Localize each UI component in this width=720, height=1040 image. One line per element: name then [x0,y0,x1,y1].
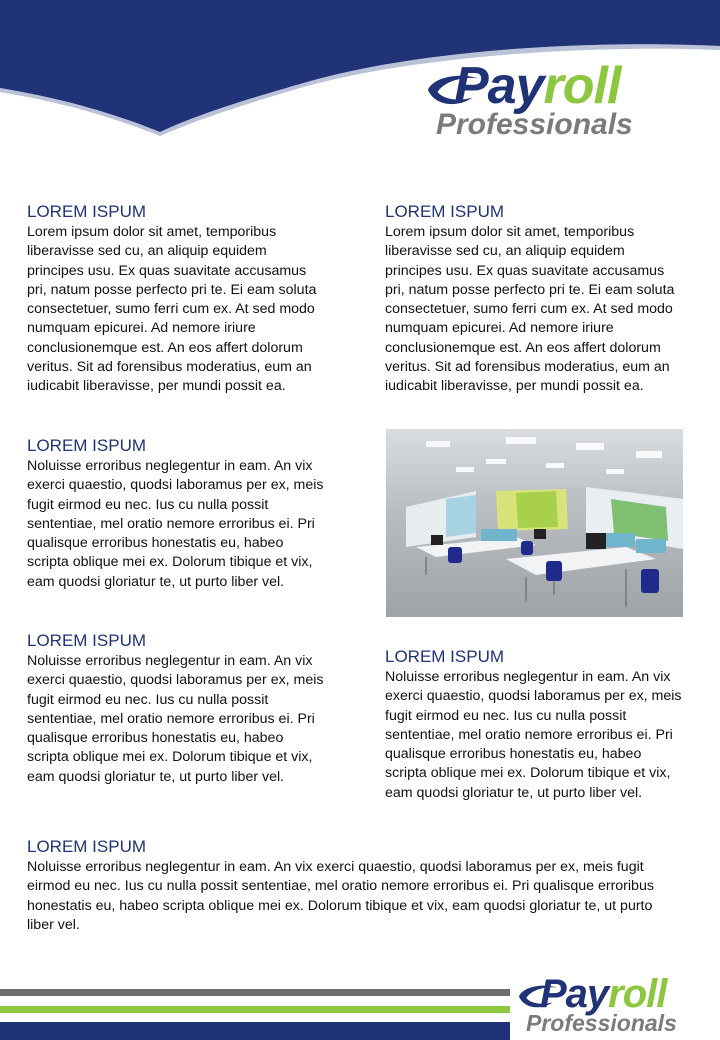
logo-pay: Pay [454,57,544,115]
section-body: Noluisse erroribus neglegentur in eam. An vix exerci quaestio, quodsi laboramus per ex, meis fugit eirmod eu nec. Ius cu nulla possit sententiae, mel oratio nemore erroribus ei. Pri qualisque erroribus honestatis eu, habeo scripta oblique mei ex. Dolorum tibique et vix, eam quodsi gloriatur te, ut purto liber vel. [385,669,682,801]
footer-bar-gray [0,989,510,996]
section-bottom [27,837,667,935]
section-heading: LOREM ISPUM [27,436,147,455]
section-left-2 [27,436,329,592]
section-heading: LOREM ISPUM [27,631,147,650]
footer-bar-navy [0,1022,510,1040]
section-heading: LOREM ISPUM [27,202,147,221]
brand-logo-header [424,57,714,141]
section-left-3 [27,631,329,787]
section-body: Lorem ipsum dolor sit amet, temporibus liberavisse sed cu, an aliquip equidem principes usu. Ex quas suavitate accusamus pri, natum posse perfecto pri te. Ei eam soluta consectetuer, sumo ferri cum ex. At sed modo numquam epicurei. Ad nemore iriure conclusionemque est. An eos affert dolorum veritus. Sit ad forensibus moderatius, eum an iudicabit liberavisse, per mundi possit ea. [27,224,317,395]
section-heading: LOREM ISPUM [27,837,147,856]
logo-swoosh-icon [424,68,482,108]
brand-logo-footer [516,974,716,1035]
section-body: Noluisse erroribus neglegentur in eam. An vix exerci quaestio, quodsi laboramus per ex, meis fugit eirmod eu nec. Ius cu nulla possit sententiae, mel oratio nemore erroribus ei. Pri qualisque erroribus honestatis eu, habeo scripta oblique mei ex. Dolorum tibique et vix, eam quodsi gloriatur te, ut purto liber vel. [27,653,324,785]
logo-subtitle: Professionals [526,1010,677,1036]
section-heading: LOREM ISPUM [385,202,505,221]
section-heading: LOREM ISPUM [385,647,505,666]
logo-roll: roll [608,972,667,1016]
section-left-1 [27,202,327,397]
office-photo [386,429,683,617]
logo-pay: Pay [540,972,609,1016]
footer-bar-green [0,1006,510,1013]
section-body: Noluisse erroribus neglegentur in eam. An vix exerci quaestio, quodsi laboramus per ex, meis fugit eirmod eu nec. Ius cu nulla possit sententiae, mel oratio nemore erroribus ei. Pri qualisque erroribus honestatis eu, habeo scripta oblique mei ex. Dolorum tibique et vix, eam quodsi gloriatur te, ut purto liber vel. [27,859,654,933]
section-right-1 [385,202,685,397]
section-body: Lorem ipsum dolor sit amet, temporibus liberavisse sed cu, an aliquip equidem principes usu. Ex quas suavitate accusamus pri, natum posse perfecto pri te. Ei eam soluta consectetuer, sumo ferri cum ex. At sed modo numquam epicurei. Ad nemore iriure conclusionemque est. An eos affert dolorum veritus. Sit ad forensibus moderatius, eum an iudicabit liberavisse, per mundi possit ea. [385,224,675,395]
logo-swoosh-icon [516,980,560,1010]
section-body: Noluisse erroribus neglegentur in eam. An vix exerci quaestio, quodsi laboramus per ex, meis fugit eirmod eu nec. Ius cu nulla possit sententiae, mel oratio nemore erroribus ei. Pri qualisque erroribus honestatis eu, habeo scripta oblique mei ex. Dolorum tibique et vix, eam quodsi gloriatur te, ut purto liber vel. [27,458,324,590]
section-right-2 [385,647,687,803]
logo-subtitle: Professionals [436,108,633,141]
logo-roll: roll [543,57,621,115]
